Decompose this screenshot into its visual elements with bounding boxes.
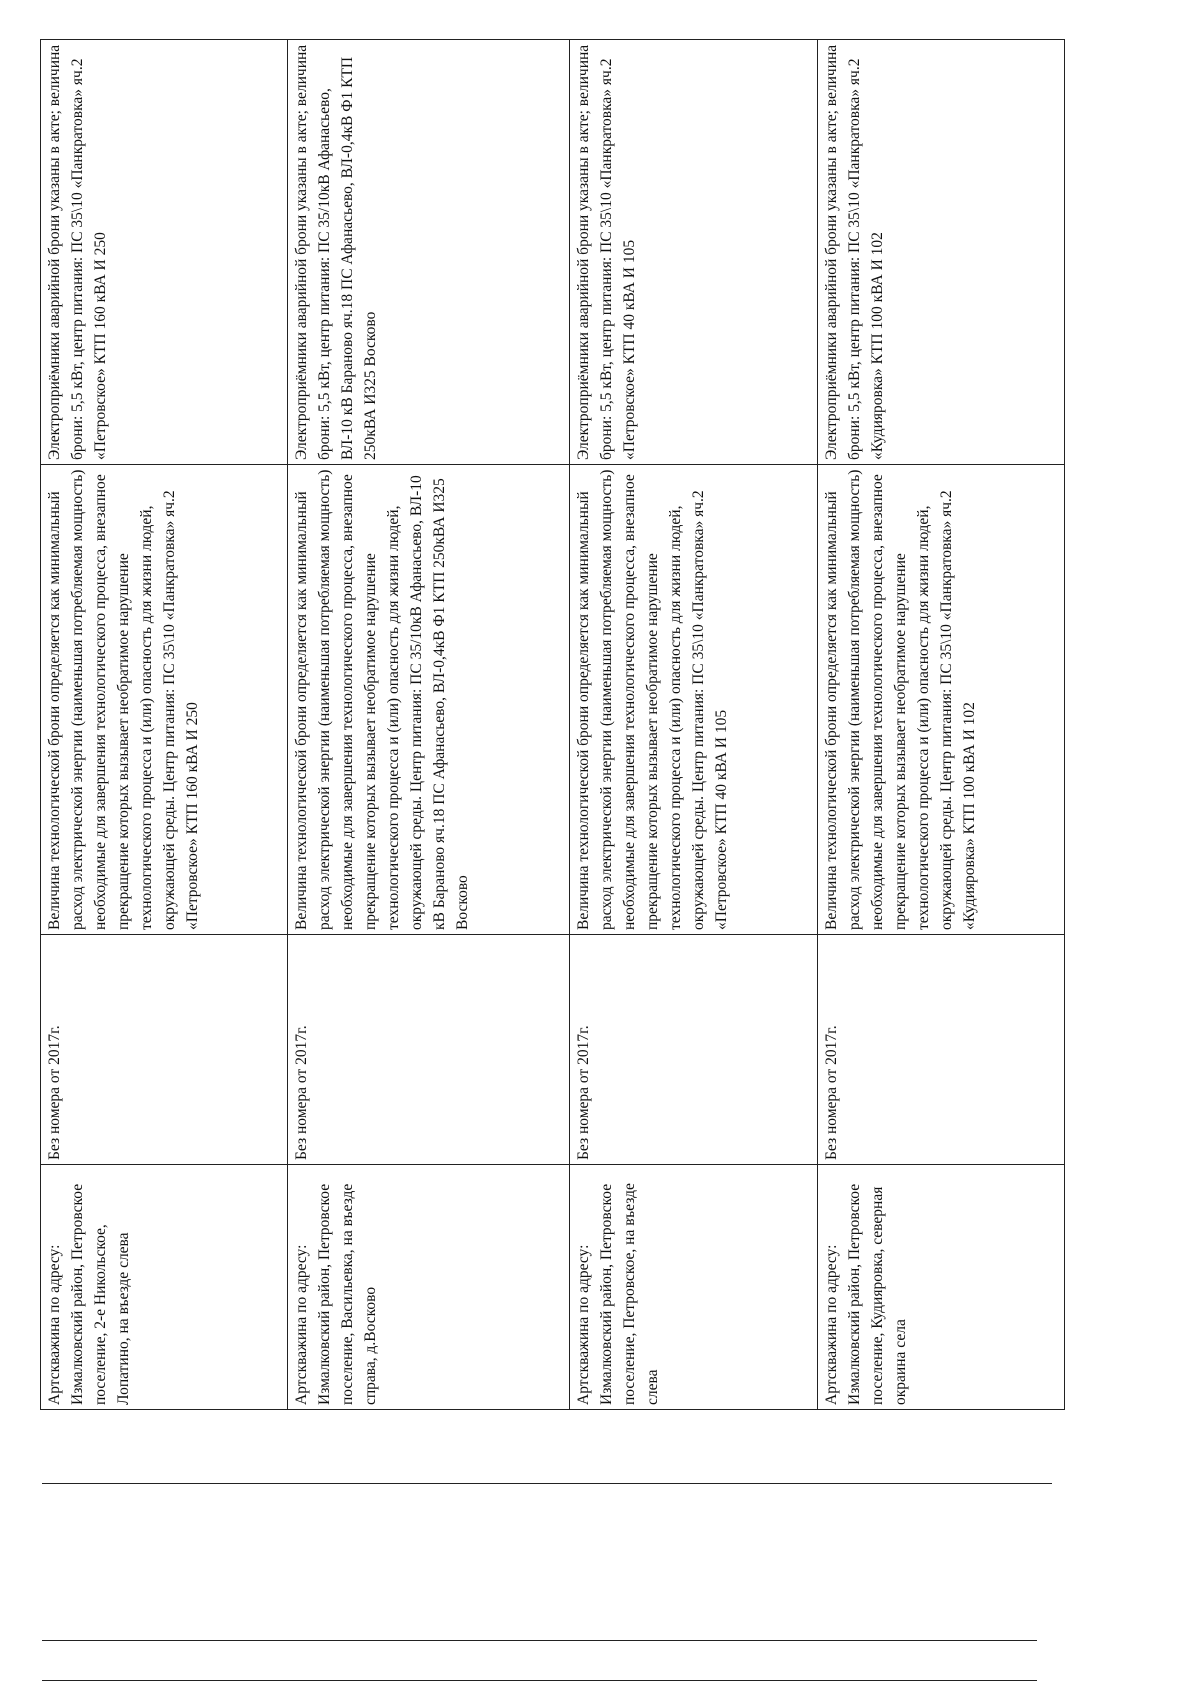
rotated-table-container — [40, 40, 1065, 1410]
table-row — [288, 40, 570, 1410]
divider-line — [42, 1680, 1037, 1681]
emergency-reserve-cell: Электроприёмники аварийной брони указаны в акте; величина брони: 5,5 кВт, центр питания: ПС 35\10 «Панкратовка» яч.2 «Кудияровка» КТП 100 кВА И 102 — [817, 40, 1064, 465]
act-number-cell: Без номера от 2017г. — [817, 935, 1064, 1165]
table-row — [41, 40, 288, 1410]
table-row — [570, 40, 817, 1410]
divider-line — [42, 1640, 1037, 1641]
technological-reserve-cell: Величина технологической брони определяется как минимальный расход электрической энергии (наименьшая потребляемая мощность) необходимые для завершения технологического процесса, внезапное прекращение которых вызывает необратимое нарушение технологического процесса и (или) опасность для жизни людей, окружающей среды. Центр питания: ПС 35\10 «Панкратовка» яч.2 «Петровское» КТП 40 кВА И 105 — [570, 465, 817, 935]
object-address-cell: Артскважина по адресу: Измалковский район, Петровское поселение, Кудияровка, северная окраина села — [817, 1165, 1064, 1410]
table-row — [817, 40, 1064, 1410]
technological-reserve-cell: Величина технологической брони определяется как минимальный расход электрической энергии (наименьшая потребляемая мощность) необходимые для завершения технологического процесса, внезапное прекращение которых вызывает необратимое нарушение технологического процесса и (или) опасность для жизни людей, окружающей среды. Центр питания: ПС 35\10 «Панкратовка» яч.2 «Петровское» КТП 160 кВА И 250 — [41, 465, 288, 935]
object-address-cell: Артскважина по адресу: Измалковский район, Петровское поселение, 2-е Никольское, Лопатино, на въезде слева — [41, 1165, 288, 1410]
emergency-reserve-cell: Электроприёмники аварийной брони указаны в акте; величина брони: 5,5 кВт, центр питания: ПС 35\10 «Панкратовка» яч.2 «Петровское» КТП 40 кВА И 105 — [570, 40, 817, 465]
power-reserve-table — [40, 39, 1065, 1410]
object-address-cell: Артскважина по адресу: Измалковский район, Петровское поселение, Васильевка, на въезде справа, д.Восково — [288, 1165, 570, 1410]
divider-line — [42, 1483, 1052, 1484]
object-address-cell: Артскважина по адресу: Измалковский район, Петровское поселение, Петровское, на въезде слева — [570, 1165, 817, 1410]
act-number-cell: Без номера от 2017г. — [570, 935, 817, 1165]
act-number-cell: Без номера от 2017г. — [41, 935, 288, 1165]
technological-reserve-cell: Величина технологической брони определяется как минимальный расход электрической энергии (наименьшая потребляемая мощность) необходимые для завершения технологического процесса, внезапное прекращение которых вызывает необратимое нарушение технологического процесса и (или) опасность для жизни людей, окружающей среды. Центр питания: ПС 35\10 «Панкратовка» яч.2 «Кудияровка» КТП 100 кВА И 102 — [817, 465, 1064, 935]
act-number-cell: Без номера от 2017г. — [288, 935, 570, 1165]
emergency-reserve-cell: Электроприёмники аварийной брони указаны в акте; величина брони: 5,5 кВт, центр питания: ПС 35\10 «Панкратовка» яч.2 «Петровское» КТП 160 кВА И 250 — [41, 40, 288, 465]
emergency-reserve-cell: Электроприёмники аварийной брони указаны в акте; величина брони: 5,5 кВт, центр питания: ПС 35/10кВ Афанасьево, ВЛ-10 кВ Бараново яч.18 ПС Афанасьево, ВЛ-0,4кВ Ф1 КТП 250кВА И325 Восково — [288, 40, 570, 465]
technological-reserve-cell: Величина технологической брони определяется как минимальный расход электрической энергии (наименьшая потребляемая мощность) необходимые для завершения технологического процесса, внезапное прекращение которых вызывает необратимое нарушение технологического процесса и (или) опасность для жизни людей, окружающей среды. Центр питания: ПС 35/10кВ Афанасьево, ВЛ-10 кВ Бараново яч.18 ПС Афанасьево, ВЛ-0,4кВ Ф1 КТП 250кВА И325 Восково — [288, 465, 570, 935]
